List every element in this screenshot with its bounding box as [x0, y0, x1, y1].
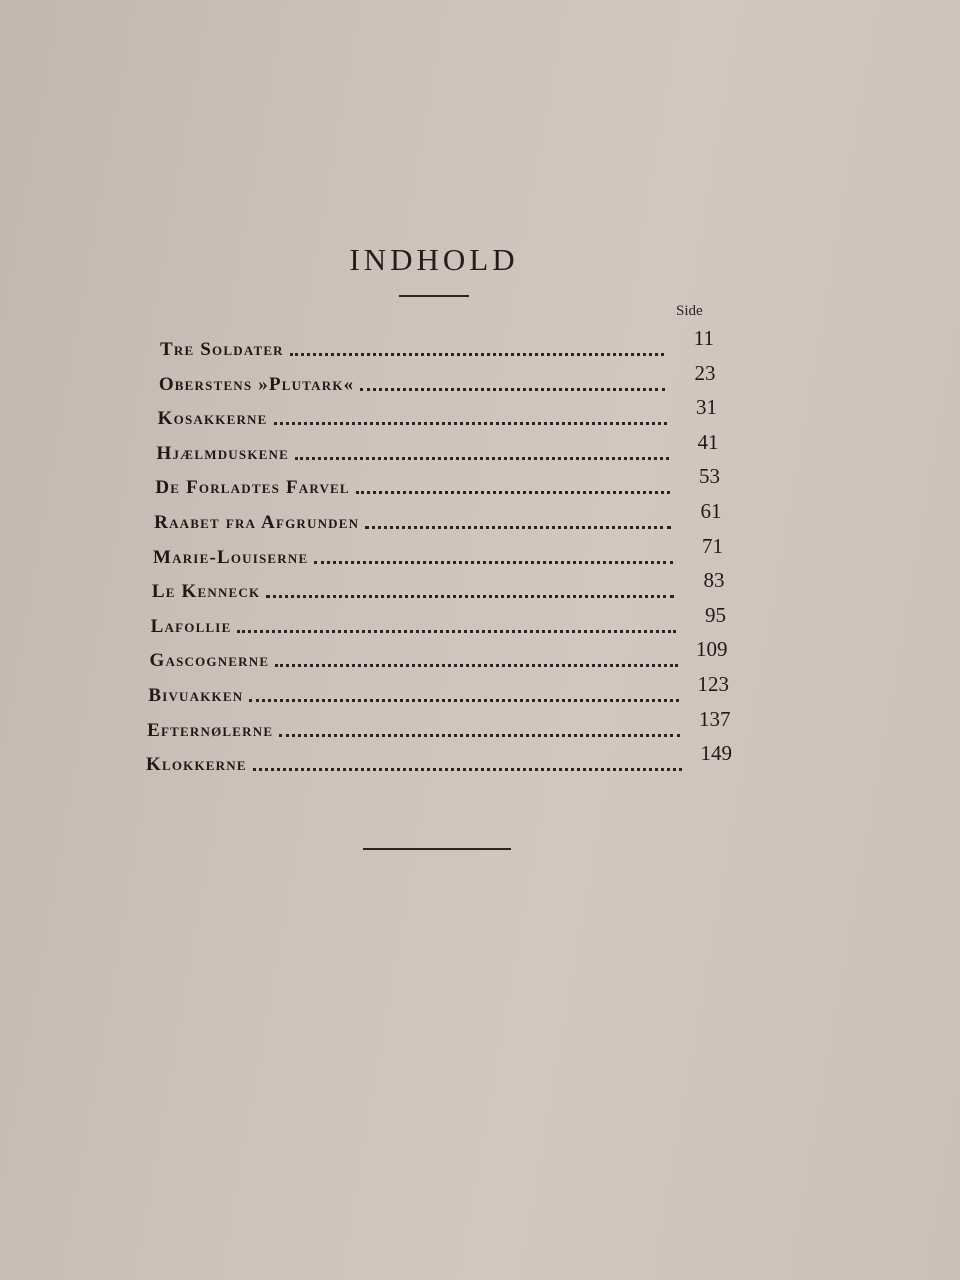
toc-entry [151, 568, 725, 603]
toc-entry [146, 741, 732, 776]
toc-entry [150, 602, 726, 638]
toc-entry-title: Hjælmduskene [156, 442, 289, 464]
toc-entry-page: 71 [702, 533, 723, 558]
toc-entry-title: De Forladtes Farvel [155, 477, 350, 499]
toc-entry-page: 61 [700, 499, 722, 523]
toc-entry [149, 637, 728, 672]
dot-leader [365, 526, 671, 529]
toc-entry-title: Oberstens »Plutark« [158, 373, 355, 395]
toc-entry-title: Marie-Louiserne [153, 546, 309, 568]
toc-entry [154, 499, 722, 534]
dot-leader [295, 457, 669, 460]
toc-entry-title: Klokkerne [146, 754, 247, 776]
page-title: INDHOLD [349, 242, 519, 277]
toc-entry [156, 429, 719, 465]
toc-entry [157, 395, 717, 430]
toc-entry-page: 41 [697, 429, 719, 454]
dot-leader [274, 422, 667, 425]
toc-entry-page: 109 [696, 637, 728, 662]
toc-entry-page: 95 [704, 602, 726, 627]
dot-leader [360, 388, 665, 391]
toc-entry-title: Le Kenneck [151, 581, 261, 603]
toc-entry-title: Bivuakken [148, 685, 244, 706]
toc-entry-page: 31 [695, 395, 717, 420]
toc-entry [155, 464, 720, 499]
toc-entry [160, 326, 714, 361]
toc-entry [158, 360, 716, 396]
dot-leader [279, 734, 680, 737]
dot-leader [356, 491, 670, 494]
toc-entry-title: Gascognerne [149, 650, 270, 672]
toc-entry-title: Efternølerne [147, 719, 274, 741]
toc-entry [147, 706, 731, 742]
toc-entry-title: Tre Soldater [160, 339, 284, 360]
dot-leader [253, 768, 682, 771]
toc-entry [153, 533, 723, 569]
toc-entry-title: Kosakkerne [157, 408, 268, 430]
closing-rule [363, 848, 511, 850]
toc-entry-page: 23 [694, 360, 716, 385]
dot-leader [266, 595, 674, 598]
toc-entry-page: 123 [697, 672, 729, 696]
dot-leader [314, 561, 673, 564]
toc-entry-page: 83 [703, 568, 725, 593]
toc-entry-title: Lafollie [150, 615, 232, 637]
toc-entry-page: 11 [693, 326, 714, 350]
dot-leader [275, 664, 677, 667]
toc-entry-title: Raabet fra Afgrunden [154, 512, 360, 533]
toc-entry-page: 149 [700, 741, 732, 766]
dot-leader [290, 353, 664, 356]
toc-entry-page: 137 [698, 706, 731, 731]
toc-entry [148, 672, 729, 707]
toc-entry-page: 53 [698, 464, 720, 489]
dot-leader [237, 630, 676, 633]
page-column-label: Side [676, 303, 703, 319]
dot-leader [249, 699, 679, 702]
